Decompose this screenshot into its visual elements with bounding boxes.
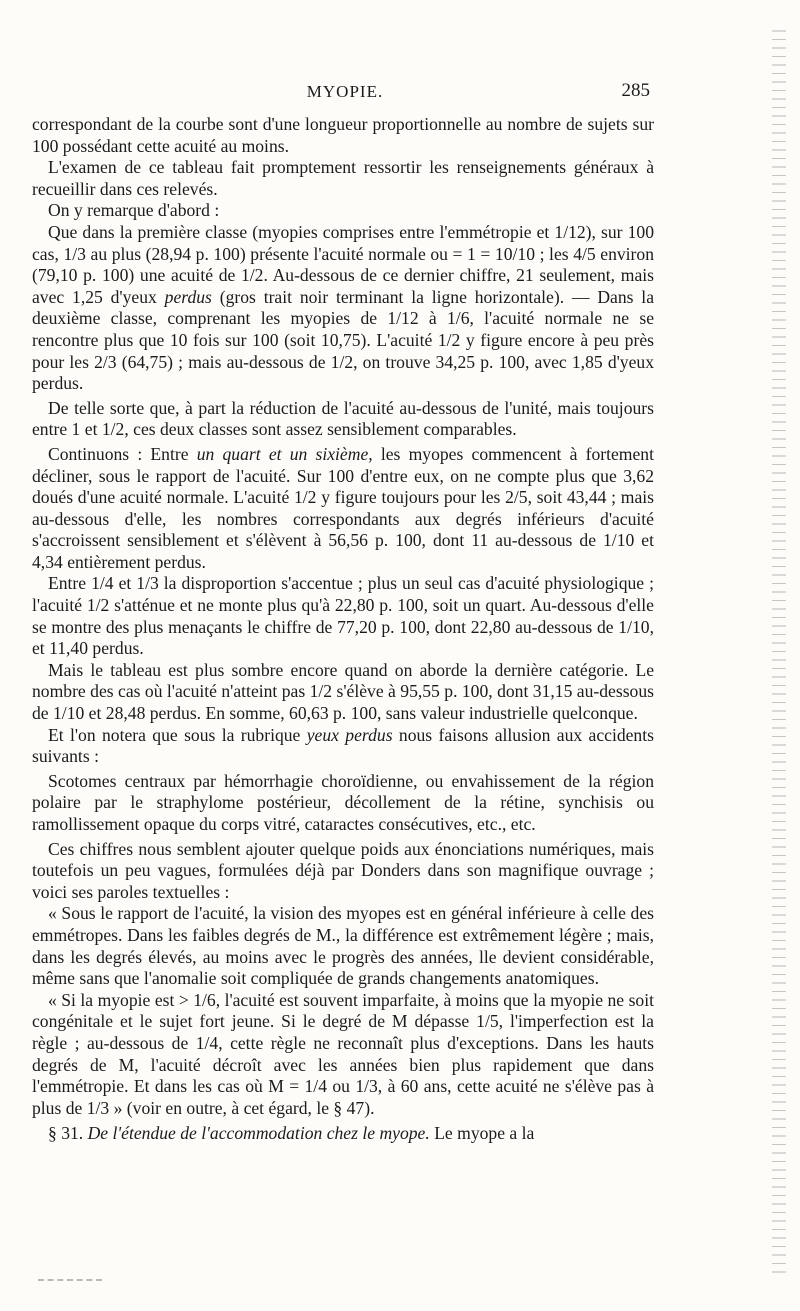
quote-paragraph: « Sous le rapport de l'acuité, la vision des myopes est en général inférieure à celle des emmétropes. Dans les faibles degrés de M., la différence est extrêmement légère ; mais, dans les degrés élevés, au moins avec le progrès des années, lle devient considérable, même sans que l'anomalie soit compliquée de grands changements anatomiques. — [32, 903, 654, 989]
paragraph: De telle sorte que, à part la réduction de l'acuité au-dessous de l'unité, mais toujours entre 1 et 1/2, ces deux classes sont assez sensiblement comparables. — [32, 397, 654, 440]
page-number: 285 — [621, 80, 650, 101]
text-run: nous faisons allusion aux accidents suivants : — [32, 724, 654, 767]
text-run: les myopes commencent à fortement décliner, sous le rapport de l'acuité. Sur 100 d'entre eux, on ne compte plus que 3,62 doués d'une acuité normale. L'acuité 1/2 y figure toujours pour les 2/5, soit 43,44 ; mais au-dessous d'elle, les nombres correspondants aux degrés inférieurs d'acuité s'accroissent sensiblement et s'élèvent à 56,56 p. 100, dont 11 au-dessous de 1/10 et 4,34 entièrement perdus. — [32, 443, 654, 572]
section-number: § 31. — [48, 1123, 84, 1144]
paragraph: correspondant de la courbe sont d'une longueur proportionnelle au nombre de sujets sur 100 possédant cette acuité au moins. — [32, 114, 654, 156]
paragraph: On y remarque d'abord : — [48, 200, 220, 221]
text-run: Que dans la première classe (myopies comprises entre l'emmétropie et 1/12), sur 100 cas, 1/3 au plus (28,94 p. 100) présente l'acuité normale ou = 1 = 10/10 ; les 4/5 environ (79,10 p. 100) une acuité de 1/2. Au-dessous de ce dernier chiffre, 21 seulement, mais avec 1,25 d'yeux — [32, 221, 654, 307]
footer-mark — [38, 1279, 102, 1284]
paragraph: Ces chiffres nous semblent ajouter quelque poids aux énonciations numériques, mais toutefois un peu vagues, formulées déjà par Donders dans son magnifique ouvrage ; voici ses paroles textuelles : — [32, 838, 654, 902]
body-text — [32, 114, 654, 1145]
paragraph: Entre 1/4 et 1/3 la disproportion s'accentue ; plus un seul cas d'acuité physiologique ; l'acuité 1/2 s'atténue et ne monte plus qu'à 22,80 p. 100, soit un quart. Au-dessous d'elle se montre des plus menaçants le chiffre de 77,20 p. 100, dont 22,80 au-dessous de 1/10, et 11,40 perdus. — [32, 573, 654, 659]
text-run: Continuons : Entre — [48, 443, 189, 464]
paragraph: Scotomes centraux par hémorrhagie choroïdienne, ou envahissement de la région polaire par le straphylome postérieur, décollement de la rétine, synchisis ou ramollissement opaque du corps vitré, cataractes consécutives, etc., etc. — [32, 770, 654, 834]
text-run: Et l'on notera que sous la rubrique — [48, 724, 301, 745]
running-title: MYOPIE. — [306, 82, 384, 101]
paragraph: Mais le tableau est plus sombre encore quand on aborde la dernière catégorie. Le nombre des cas où l'acuité n'atteint pas 1/2 s'élève à 95,55 p. 100, dont 31,15 au-dessous de 1/10 et 28,48 perdus. En somme, 60,63 p. 100, sans valeur industrielle quelconque. — [32, 659, 654, 724]
running-header — [30, 78, 660, 106]
italic-run: perdus — [164, 286, 212, 307]
paragraph — [32, 222, 654, 395]
quote-paragraph: « Si la myopie est > 1/6, l'acuité est souvent imparfaite, à moins que la myopie ne soit congénitale et le sujet fort jeune. Si le degré de M dépasse 1/5, l'imperfection est la règle ; au-dessous de 1/4, cette règle ne reconnaît plus d'exceptions. Dans les hauts degrés de M, l'acuité décroît avec les années bien plus rapidement que dans l'emmétropie. Et dans les cas où M = 1/4 ou 1/3, à 60 ans, cette acuité ne s'élève pas à plus de 1/3 » (voir en outre, à cet égard, le § 47). — [32, 989, 654, 1118]
section-heading-paragraph — [32, 1123, 654, 1145]
text-run: (gros trait noir terminant la ligne horizontale). — Dans la deuxième classe, comprenant les myopies de 1/12 à 1/6, l'acuité normale ne se rencontre plus que 10 fois sur 100 (soit 10,75). L'acuité 1/2 y figure encore à peu près pour les 2/3 (64,75) ; mais au-dessous de 1/2, on trouve 34,25 p. 100, avec 1,85 d'yeux perdus. — [32, 286, 655, 394]
paragraph: L'examen de ce tableau fait promptement ressortir les renseignements généraux à recueillir dans ces relevés. — [32, 157, 654, 199]
paragraph — [32, 444, 654, 574]
paragraph — [32, 725, 654, 768]
page-edge-artifact — [772, 30, 786, 1280]
text-run: Le myope a la — [434, 1123, 535, 1144]
section-title: De l'étendue de l'accommodation chez le myope. — [87, 1123, 430, 1144]
italic-run: un quart et un sixième, — [196, 443, 373, 464]
italic-run: yeux perdus — [306, 724, 393, 745]
